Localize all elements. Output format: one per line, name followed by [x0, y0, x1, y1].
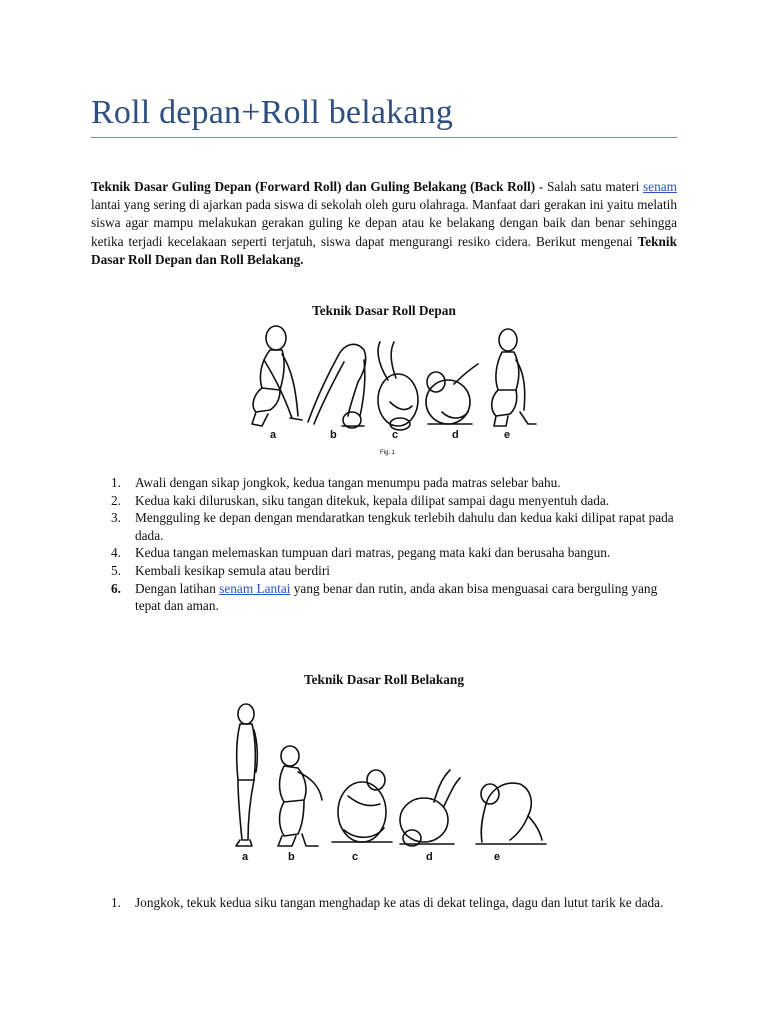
intro-closing: Teknik Dasar Roll Depan dan Roll Belakang.: [91, 233, 677, 267]
senam-link[interactable]: senam: [643, 179, 677, 194]
step-number: 4.: [111, 545, 121, 561]
list-item: [91, 492, 677, 510]
figure-c-rocking: [332, 770, 392, 842]
list-item: [91, 474, 677, 492]
figure-a-crouch: [252, 326, 302, 426]
intro-text-1: - Salah satu materi: [535, 179, 644, 194]
step-text: Jongkok, tekuk kedua siku tangan menghadap ke atas di dekat telinga, dagu dan lutut tarik ke dada.: [135, 895, 664, 910]
list-item: [91, 894, 677, 912]
document-title: Roll depan+Roll belakang: [91, 94, 454, 131]
label-d: d: [452, 429, 459, 441]
list-item: [91, 544, 677, 562]
label-a: a: [270, 429, 277, 441]
label-c: c: [392, 429, 399, 441]
section-title-roll-belakang: Teknik Dasar Roll Belakang: [304, 672, 464, 687]
label-b: b: [330, 429, 337, 441]
step-number: 2.: [111, 492, 121, 508]
step-text-post: yang benar dan rutin, anda akan bisa menguasai cara berguling yang tepat dan aman.: [135, 580, 658, 614]
section-title-roll-depan: Teknik Dasar Roll Depan: [312, 303, 456, 318]
figure-e-crouch: [492, 329, 536, 426]
step-text: Mengguling ke depan dengan mendaratkan tengkuk terlebih dahulu dan kedua kaki dilipat rapat pada dada.: [135, 510, 674, 543]
list-item: [91, 509, 677, 544]
roll-depan-illustration: [240, 320, 540, 460]
senam-lantai-link[interactable]: senam Lantai: [219, 580, 291, 596]
label-e: e: [494, 851, 501, 863]
step-text: Kedua tangan melemaskan tumpuan dari matras, pegang mata kaki dan berusaha bangun.: [135, 545, 611, 561]
step-text: Awali dengan sikap jongkok, kedua tangan menumpu pada matras selebar bahu.: [135, 475, 561, 490]
label-a: a: [242, 851, 249, 863]
step-number: 1.: [111, 895, 121, 910]
step-number: 5.: [111, 562, 121, 578]
label-e: e: [504, 429, 511, 441]
roll-belakang-steps: [91, 894, 677, 912]
step-text-pre: Dengan latihan: [135, 580, 220, 596]
step-number: 1.: [111, 475, 121, 490]
list-item: [91, 580, 677, 615]
figure-d-rolling: [426, 364, 478, 424]
roll-depan-steps: [91, 474, 677, 615]
roll-belakang-illustration: [228, 700, 548, 866]
title-underline: [91, 137, 677, 138]
figure-e-landing: [476, 783, 546, 844]
label-c: c: [352, 851, 359, 863]
figure-caption: Fig. 1: [380, 450, 396, 456]
intro-heading: Teknik Dasar Guling Depan (Forward Roll) dan Guling Belakang (Back Roll): [91, 179, 536, 194]
step-number: 6.: [111, 580, 121, 596]
label-b: b: [288, 851, 295, 863]
figure-b-squat: [278, 746, 322, 846]
step-text: Kedua kaki diluruskan, siku tangan ditekuk, kepala dilipat sampai dagu menyentuh dada.: [135, 492, 610, 508]
figure-d-inverted: [400, 770, 460, 846]
list-item: [91, 562, 677, 580]
figure-b-pike: [308, 344, 366, 428]
intro-paragraph: [91, 178, 677, 269]
figure-a-standing: [236, 704, 257, 846]
label-d: d: [426, 851, 433, 863]
step-number: 3.: [111, 510, 121, 526]
intro-text-2: lantai yang sering di ajarkan pada siswa di sekolah oleh guru olahraga. Manfaat dari gerakan ini yaitu melatih siswa agar mampu melakukan gerakan guling ke depan atau ke belakang dengan baik dan benar sehingga ketika terjadi kecelakaan seperti terjatuh, siswa dapat mengurangi resiko cidera. Berikut mengenai: [91, 197, 677, 249]
figure-c-tuck: [378, 342, 418, 430]
step-text: Kembali kesikap semula atau berdiri: [135, 562, 330, 578]
